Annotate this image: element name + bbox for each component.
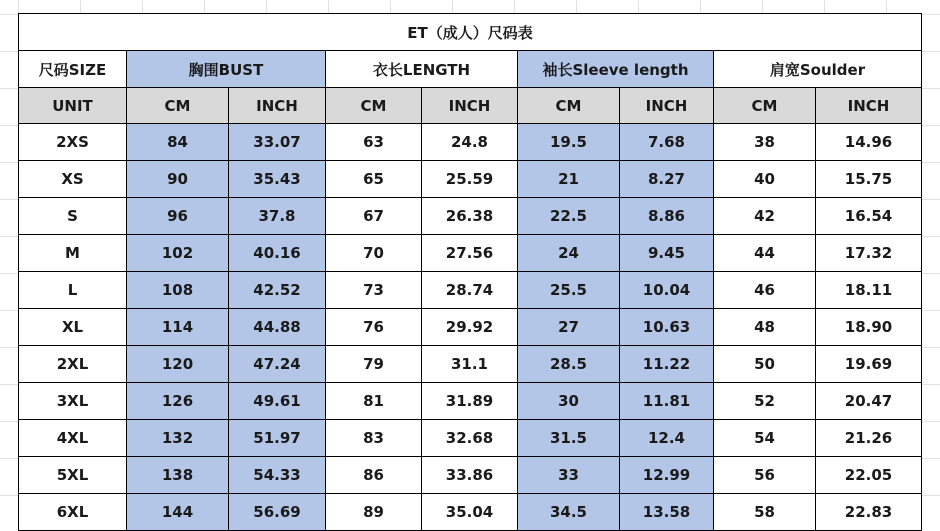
measurement-cell: 73 — [326, 272, 422, 309]
measurement-cell: 65 — [326, 161, 422, 198]
measurement-cell: 12.99 — [620, 457, 714, 494]
measurement-cell: 33.86 — [422, 457, 518, 494]
size-chart-table — [18, 13, 922, 531]
measurement-cell: 13.58 — [620, 494, 714, 531]
measurement-cell: 70 — [326, 235, 422, 272]
measurement-cell: 83 — [326, 420, 422, 457]
measurement-cell: 26.38 — [422, 198, 518, 235]
measurement-cell: 22.05 — [816, 457, 922, 494]
header-length: 衣长LENGTH — [326, 51, 518, 88]
measurement-cell: 96 — [127, 198, 229, 235]
measurement-cell: 84 — [127, 124, 229, 161]
measurement-cell: 14.96 — [816, 124, 922, 161]
measurement-cell: 56 — [714, 457, 816, 494]
measurement-cell: 38 — [714, 124, 816, 161]
measurement-cell: 31.1 — [422, 346, 518, 383]
unit-cell: INCH — [422, 88, 518, 124]
unit-cell: CM — [326, 88, 422, 124]
measurement-cell: 90 — [127, 161, 229, 198]
measurement-cell: 28.74 — [422, 272, 518, 309]
measurement-cell: 21.26 — [816, 420, 922, 457]
measurement-cell: 10.63 — [620, 309, 714, 346]
size-label: 4XL — [19, 420, 127, 457]
measurement-cell: 8.27 — [620, 161, 714, 198]
unit-cell: CM — [714, 88, 816, 124]
size-label: L — [19, 272, 127, 309]
table-row — [19, 198, 922, 235]
measurement-cell: 86 — [326, 457, 422, 494]
measurement-cell: 27 — [518, 309, 620, 346]
measurement-cell: 27.56 — [422, 235, 518, 272]
table-body — [19, 124, 922, 531]
measurement-cell: 108 — [127, 272, 229, 309]
table-row — [19, 235, 922, 272]
unit-cell: CM — [518, 88, 620, 124]
measurement-cell: 7.68 — [620, 124, 714, 161]
measurement-cell: 81 — [326, 383, 422, 420]
measurement-cell: 44 — [714, 235, 816, 272]
size-label: 5XL — [19, 457, 127, 494]
measurement-cell: 34.5 — [518, 494, 620, 531]
measurement-cell: 24 — [518, 235, 620, 272]
measurement-cell: 54 — [714, 420, 816, 457]
measurement-cell: 48 — [714, 309, 816, 346]
table-row — [19, 272, 922, 309]
measurement-cell: 18.11 — [816, 272, 922, 309]
measurement-cell: 29.92 — [422, 309, 518, 346]
measurement-cell: 12.4 — [620, 420, 714, 457]
measurement-cell: 67 — [326, 198, 422, 235]
measurement-cell: 102 — [127, 235, 229, 272]
measurement-cell: 132 — [127, 420, 229, 457]
unit-cell: INCH — [816, 88, 922, 124]
measurement-cell: 20.47 — [816, 383, 922, 420]
unit-cell: CM — [127, 88, 229, 124]
measurement-cell: 56.69 — [229, 494, 326, 531]
measurement-cell: 42 — [714, 198, 816, 235]
measurement-cell: 22.5 — [518, 198, 620, 235]
measurement-cell: 49.61 — [229, 383, 326, 420]
table-row — [19, 124, 922, 161]
header-row — [19, 51, 922, 88]
size-label: XL — [19, 309, 127, 346]
size-label: M — [19, 235, 127, 272]
measurement-cell: 31.89 — [422, 383, 518, 420]
size-label: S — [19, 198, 127, 235]
size-label: 2XL — [19, 346, 127, 383]
table-row — [19, 420, 922, 457]
measurement-cell: 9.45 — [620, 235, 714, 272]
measurement-cell: 25.5 — [518, 272, 620, 309]
table-row — [19, 494, 922, 531]
size-label: XS — [19, 161, 127, 198]
measurement-cell: 18.90 — [816, 309, 922, 346]
measurement-cell: 11.22 — [620, 346, 714, 383]
title-row — [19, 14, 922, 51]
unit-label: UNIT — [19, 88, 127, 124]
header-size: 尺码SIZE — [19, 51, 127, 88]
measurement-cell: 28.5 — [518, 346, 620, 383]
measurement-cell: 76 — [326, 309, 422, 346]
measurement-cell: 33 — [518, 457, 620, 494]
measurement-cell: 30 — [518, 383, 620, 420]
measurement-cell: 138 — [127, 457, 229, 494]
header-bust: 胸围BUST — [127, 51, 326, 88]
header-shoulder: 肩宽Soulder — [714, 51, 922, 88]
measurement-cell: 37.8 — [229, 198, 326, 235]
measurement-cell: 44.88 — [229, 309, 326, 346]
measurement-cell: 24.8 — [422, 124, 518, 161]
measurement-cell: 21 — [518, 161, 620, 198]
measurement-cell: 33.07 — [229, 124, 326, 161]
measurement-cell: 8.86 — [620, 198, 714, 235]
table-row — [19, 309, 922, 346]
measurement-cell: 31.5 — [518, 420, 620, 457]
measurement-cell: 79 — [326, 346, 422, 383]
measurement-cell: 10.04 — [620, 272, 714, 309]
measurement-cell: 19.5 — [518, 124, 620, 161]
table-row — [19, 161, 922, 198]
table-row — [19, 383, 922, 420]
table-row — [19, 346, 922, 383]
unit-cell: INCH — [620, 88, 714, 124]
measurement-cell: 114 — [127, 309, 229, 346]
measurement-cell: 11.81 — [620, 383, 714, 420]
measurement-cell: 89 — [326, 494, 422, 531]
measurement-cell: 16.54 — [816, 198, 922, 235]
header-sleeve: 袖长Sleeve length — [518, 51, 714, 88]
measurement-cell: 58 — [714, 494, 816, 531]
measurement-cell: 63 — [326, 124, 422, 161]
measurement-cell: 51.97 — [229, 420, 326, 457]
unit-row — [19, 88, 922, 124]
chart-title: ET（成人）尺码表 — [19, 14, 922, 51]
measurement-cell: 19.69 — [816, 346, 922, 383]
measurement-cell: 52 — [714, 383, 816, 420]
measurement-cell: 126 — [127, 383, 229, 420]
measurement-cell: 35.04 — [422, 494, 518, 531]
measurement-cell: 50 — [714, 346, 816, 383]
measurement-cell: 40 — [714, 161, 816, 198]
size-label: 3XL — [19, 383, 127, 420]
measurement-cell: 120 — [127, 346, 229, 383]
measurement-cell: 42.52 — [229, 272, 326, 309]
measurement-cell: 35.43 — [229, 161, 326, 198]
measurement-cell: 32.68 — [422, 420, 518, 457]
measurement-cell: 144 — [127, 494, 229, 531]
measurement-cell: 47.24 — [229, 346, 326, 383]
measurement-cell: 46 — [714, 272, 816, 309]
unit-cell: INCH — [229, 88, 326, 124]
measurement-cell: 25.59 — [422, 161, 518, 198]
measurement-cell: 40.16 — [229, 235, 326, 272]
measurement-cell: 54.33 — [229, 457, 326, 494]
size-label: 6XL — [19, 494, 127, 531]
table-row — [19, 457, 922, 494]
size-label: 2XS — [19, 124, 127, 161]
measurement-cell: 22.83 — [816, 494, 922, 531]
measurement-cell: 15.75 — [816, 161, 922, 198]
measurement-cell: 17.32 — [816, 235, 922, 272]
